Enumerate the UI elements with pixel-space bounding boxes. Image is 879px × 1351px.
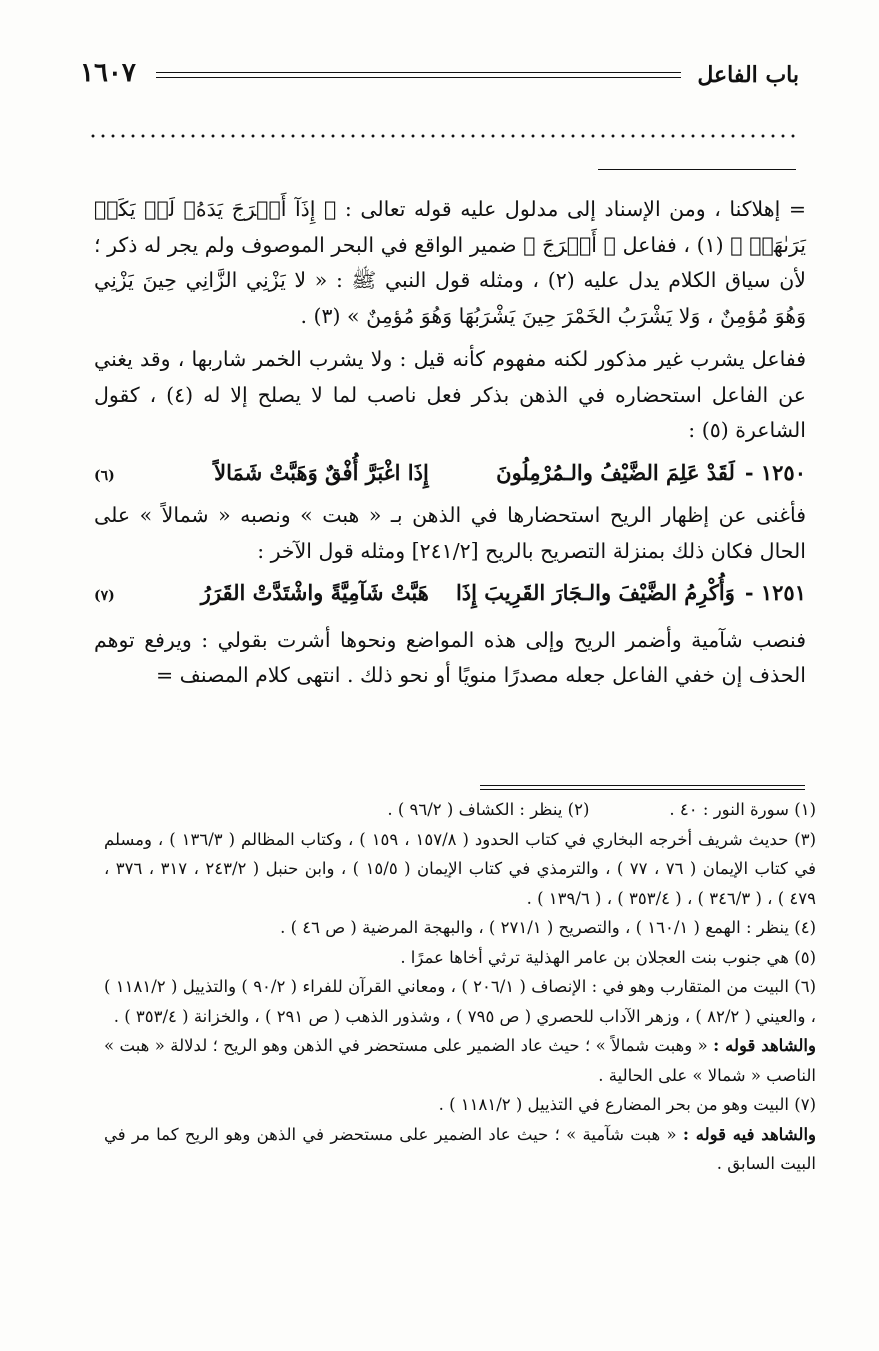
- verse-number: ١٢٥٠ -: [744, 459, 806, 485]
- footnote-3: (٣) حديث شريف أخرجه البخاري في كتاب الحدود ( ١٥٧/٨ ، ١٥٩ ) ، وكتاب المظالم ( ١٣٦/٣ ) ، ومسلم في كتاب الإيمان ( ٧٦ ، ٧٧ ) ، والترمذي في كتاب الإيمان ( ١٥/٥ ) ، وابن حنبل ( ٢٤٣/٢ ، ٣١٧ ، ٣٧٦ ، ٤٧٩ ) ، ( ٣٤٦/٣ ) ، ( ٣٥٣/٤ ) ، ( ١٣٩/٦ ) .: [104, 829, 816, 908]
- footnote-4: (٤) ينظر : الهمع ( ١٦٠/١ ) ، والتصريح ( ٢٧١/١ ) ، والبهجة المرضية ( ص ٤٦ ) .: [280, 918, 816, 937]
- main-text: [94, 192, 806, 694]
- verse-1250: [94, 455, 806, 495]
- footnotes: [104, 795, 816, 1179]
- verse-first-hemistich: لَقَدْ عَلِمَ الضَّيْفُ والـمُرْمِلُونَ: [496, 459, 735, 485]
- verse-second-hemistich: إِذَا اغْبَرَّ أُفْقٌ وَهَبَّتْ شَمَالاً: [214, 459, 429, 485]
- short-rule: [598, 169, 796, 170]
- footnote-6-shahid: [104, 1031, 816, 1090]
- footnote-5: (٥) هي جنوب بنت العجلان بن عامر الهذلية ترثي أخاها عمرًا .: [400, 947, 816, 967]
- verse-footnote-ref: (٧): [94, 588, 115, 604]
- footnote-2: (٢) ينظر : الكشاف ( ٩٦/٢ ) .: [387, 800, 590, 819]
- footnote-1: (١) سورة النور : ٤٠ .: [669, 800, 816, 819]
- paragraph-3: فأغنى عن إظهار الريح استحضارها في الذهن بـ « هبت » ونصبه « شمالاً » على الحال فكان ذلك بمنزلة التصريح بالريح [٢٤١/٢] ومثله قول الآخر :: [94, 503, 806, 563]
- paragraph-2: ففاعل يشرب غير مذكور لكنه مفهوم كأنه قيل : ولا يشرب الخمر شاربها ، وقد يغني عن الفاعل استحضاره في الذهن بذكر فعل ناصب لما لا يصلح إلا له (٤) ، كقول الشاعرة (٥) :: [94, 347, 806, 442]
- paragraph-1: = إهلاكنا ، ومن الإسناد إلى مدلول عليه قوله تعالى : ﴿ إِذَآ أَخۡرَجَ يَدَهُۥ لَمۡ يَكَدۡ يَرَىٰهَاۗ ﴾ (١) ، ففاعل ﴿ أَخۡرَجَ ﴾ ضمير الواقع في البحر الموصوف ولم يجر له ذكر ؛ لأن سياق الكلام يدل عليه (٢) ، ومثله قول النبي ﷺ : « لا يَزْنِي الزَّانِي حِينَ يَزْنِي وَهُوَ مُؤمِنٌ ، وَلا يَشْرَبُ الخَمْرَ حِينَ يَشْرَبُهَا وَهُوَ مُؤمِنٌ » (٣) .: [94, 197, 807, 328]
- verse-first-hemistich: وَأُكْرِمُ الضَّيْفَ والـجَارَ القَرِيبَ إِذَا: [455, 580, 735, 605]
- footnote-6: (٦) البيت من المتقارب وهو في : الإنصاف ( ٢٠٦/١ ) ، ومعاني القرآن للفراء ( ٩٠/٢ ) والتذييل ( ١١٨١/٢ ) ، والعيني ( ٨٢/٢ ) ، وزهر الآداب للحصري ( ص ٧٩٥ ) ، وشذور الذهب ( ص ٢٩١ ) ، والخزانة ( ٣٥٣/٤ ) .: [104, 977, 816, 1026]
- dotted-separator: [88, 133, 795, 139]
- running-title: باب الفاعل: [697, 62, 799, 88]
- verse-1251: [94, 575, 806, 615]
- page-number: ١٦٠٧: [80, 58, 136, 88]
- verse-number: ١٢٥١ -: [744, 580, 806, 605]
- footnote-separator: [480, 785, 805, 790]
- paragraph-4: فنصب شآمية وأضمر الريح وإلى هذه المواضع ونحوها أشرت بقولي : ويرفع توهم الحذف إن خفي الفاعل جعله مصدرًا منويًا أو نحو ذلك . انتهى كلام المصنف =: [94, 627, 806, 687]
- footnote-7: (٧) البيت وهو من بحر المضارع في التذييل ( ١١٨١/٢ ) .: [438, 1095, 816, 1114]
- footnote-7-shahid: [104, 1120, 816, 1179]
- verse-footnote-ref: (٦): [94, 467, 115, 484]
- shahid-text: « هبت شآمية » ؛ حيث عاد الضمير على مستحضر في الذهن وهو الريح كما مر في البيت السابق .: [104, 1124, 816, 1173]
- header-double-rule: [156, 72, 681, 78]
- verse-second-hemistich: هَبَّتْ شَآمِيَّةً واشْتَدَّتْ القَرَرُ: [200, 580, 429, 605]
- shahid-text: « وهبت شمالاً » ؛ حيث عاد الضمير على مستحضر في الذهن وهو الريح ؛ لدلالة « هبت » الناصب « شمالا » على الحالية .: [104, 1036, 816, 1085]
- page-header: [80, 58, 799, 98]
- footnote-row-1-2: [104, 795, 816, 825]
- shahid-label: والشاهد قوله :: [713, 1036, 816, 1055]
- shahid-label: والشاهد فيه قوله :: [682, 1124, 816, 1144]
